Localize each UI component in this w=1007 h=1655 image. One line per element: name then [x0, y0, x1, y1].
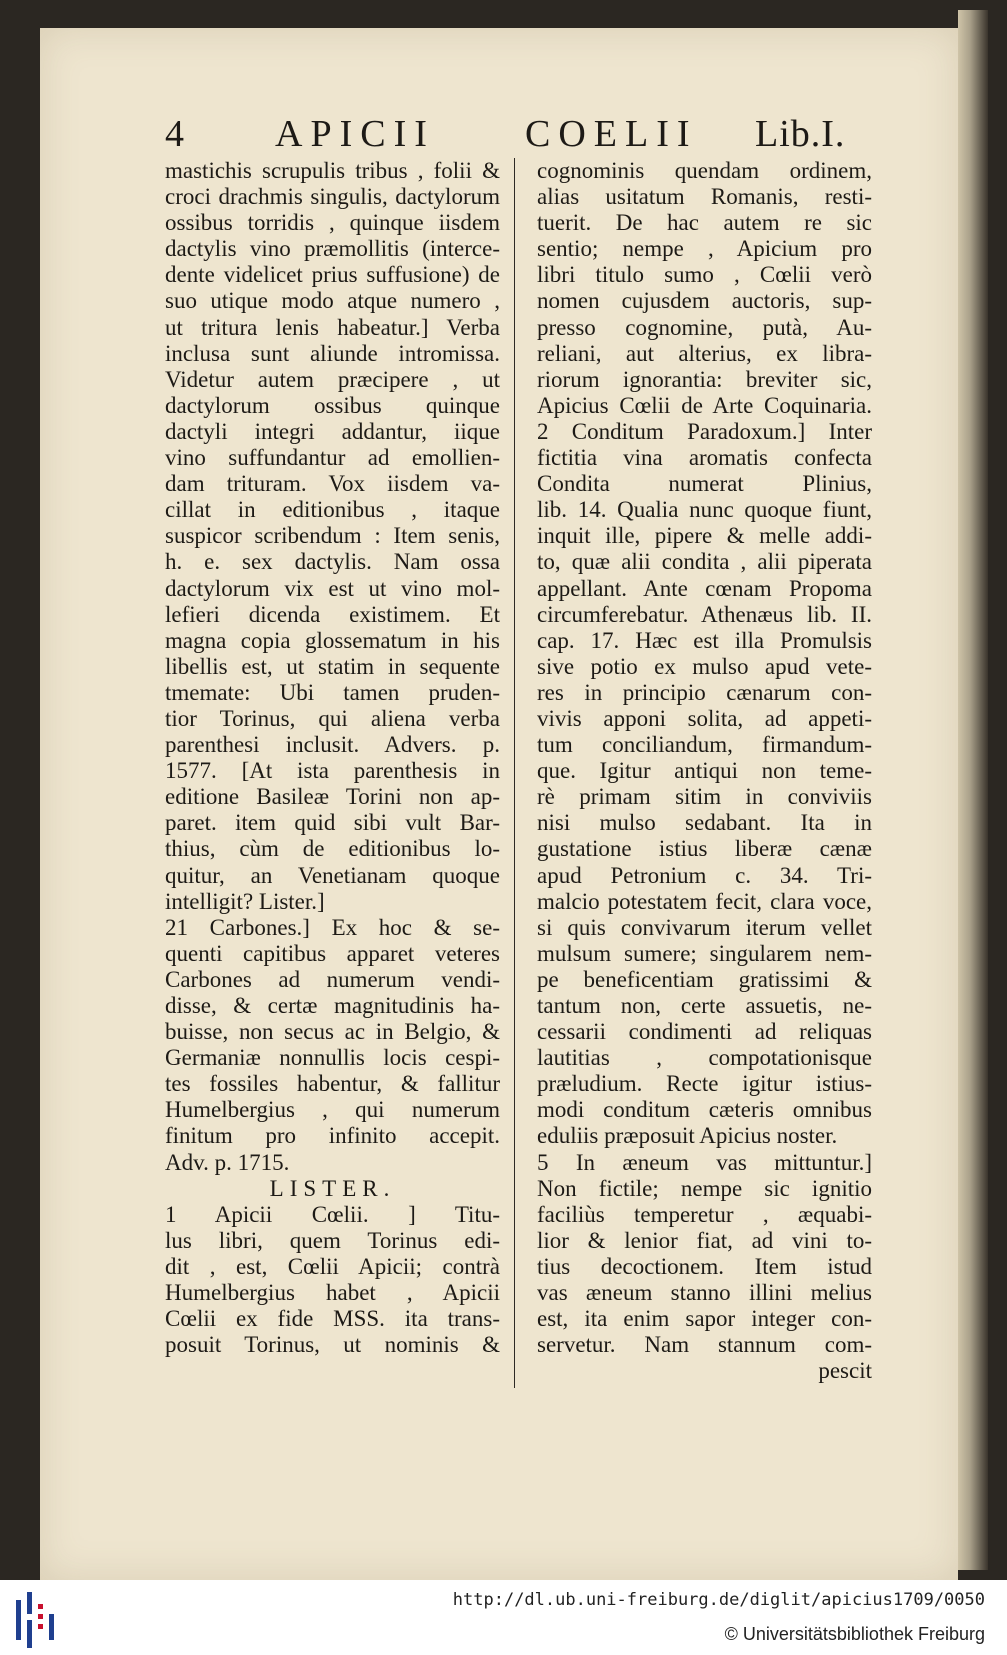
header-title-apicii: APICII [275, 113, 435, 155]
text-line: magna copia glossematum in his [165, 627, 500, 653]
text-line: pescit [818, 1358, 872, 1384]
column-divider [514, 158, 515, 1388]
text-line: 1577. [At ista parenthesis in [165, 758, 500, 784]
text-line: 5 In æneum vas mittuntur.] [537, 1149, 872, 1175]
text-line: parenthesi inclusit. Advers. p. [165, 732, 500, 758]
text-line: tantum non, certe assuetis, ne- [537, 993, 872, 1018]
text-line: lefieri dicenda existimem. Et [165, 601, 500, 627]
text-line: dit , est, Cœlii Apicii; contrà [165, 1253, 500, 1279]
text-line: 1 Apicii Cœlii. ] Titu- [165, 1201, 500, 1227]
running-header [165, 112, 905, 162]
text-line: Non fictile; nempe sic ignitio [537, 1175, 872, 1201]
text-line: nomen cujusdem auctoris, sup- [537, 288, 872, 314]
text-line: cessarii condimenti ad reliquas [537, 1019, 872, 1045]
text-line: posuit Torinus, ut nominis & [165, 1332, 500, 1358]
text-line: dente videlicet prius suffusione) de [165, 262, 500, 288]
text-line: circumferebatur. Athenæus lib. II. [537, 601, 872, 627]
text-line: si quis convivarum iterum vellet [537, 914, 872, 940]
text-line: rè primam sitim in conviviis [537, 784, 872, 810]
text-line: modi conditum cæteris omnibus [537, 1097, 872, 1123]
text-line: præludium. Recte igitur istius- [537, 1071, 872, 1097]
text-line: nisi mulso sedabant. Ita in [537, 810, 872, 836]
text-line: cognominis quendam ordinem, [537, 158, 872, 183]
text-line: Germaniæ nonnullis locis cespi- [165, 1045, 500, 1071]
text-line: Cœlii ex fide MSS. ita trans- [165, 1306, 500, 1332]
text-line: vino suffundantur ad emollien- [165, 445, 500, 471]
text-line: editione Basileæ Torini non ap- [165, 784, 500, 810]
text-line: tum conciliandum, firmandum- [537, 732, 872, 758]
text-line: sive potio ex mulso apud vete- [537, 653, 872, 679]
text-line: Carbones ad numerum vendi- [165, 966, 500, 992]
text-line: dam trituram. Vox iisdem va- [165, 471, 500, 497]
text-line: ossibus torridis , quinque iisdem [165, 210, 500, 236]
text-line: 2 Conditum Paradoxum.] Inter [537, 418, 872, 444]
text-line: croci drachmis singulis, dactylorum [165, 184, 500, 210]
text-line: Condita numerat Plinius, [537, 471, 872, 497]
text-line: Humelbergius habet , Apicii [165, 1280, 500, 1306]
text-line: eduliis præposuit Apicius noster. [537, 1123, 838, 1149]
text-line: tes fossiles habentur, & fallitur [165, 1071, 500, 1097]
text-line: lus libri, quem Torinus edi- [165, 1227, 500, 1253]
text-line: malcio potestatem fecit, clara voce, [537, 888, 872, 914]
text-line: Apicius Cœlii de Arte Coquinaria. [537, 392, 872, 418]
next-page-edge [958, 10, 988, 1570]
header-title-coelii: COELII [525, 113, 698, 155]
text-line: finitum pro infinito accepit. [165, 1123, 500, 1149]
header-book: Lib.I. [755, 113, 846, 155]
text-line: tmemate: Ubi tamen pruden- [165, 679, 500, 705]
text-line: paret. item quid sibi vult Bar- [165, 810, 500, 836]
text-line: servetur. Nam stannum com- [537, 1332, 872, 1358]
text-line: Videtur autem præcipere , ut [165, 366, 500, 392]
text-line: quitur, an Venetianam quoque [165, 862, 500, 888]
text-line: h. e. sex dactylis. Nam ossa [165, 549, 500, 575]
text-line: inquit ille, pipere & melle addi- [537, 523, 872, 549]
text-line: riorum ignorantia: breviter sic, [537, 366, 872, 392]
page-number: 4 [165, 113, 192, 155]
text-line: buisse, non secus ac in Belgio, & [165, 1019, 500, 1045]
text-line: libri titulo sumo , Cœlii verò [537, 262, 872, 288]
text-line: tior Torinus, qui aliena verba [165, 705, 500, 731]
copyright-notice: © Universitätsbibliothek Freiburg [724, 1624, 985, 1644]
text-line: fictitia vina aromatis confecta [537, 445, 872, 471]
text-line: lautitias , compotationisque [537, 1045, 872, 1071]
text-line: 21 Carbones.] Ex hoc & se- [165, 914, 500, 940]
text-line: tuerit. De hac autem re sic [537, 210, 872, 236]
footer-bar [0, 1580, 1007, 1655]
text-line: gustatione istius liberæ cænæ [537, 836, 872, 862]
text-line: appellant. Ante cœnam Propoma [537, 575, 872, 601]
left-column [165, 158, 500, 1358]
permalink-url[interactable]: http://dl.ub.uni-freiburg.de/diglit/apicius1709/0050 [452, 1590, 985, 1610]
text-line: dactyli integri addantur, iique [165, 418, 500, 444]
text-line: pe beneficentiam gratissimi & [537, 966, 872, 992]
text-line: LISTER. [269, 1175, 396, 1201]
text-line: mastichis scrupulis tribus , folii & [165, 158, 500, 183]
right-column [537, 158, 872, 1384]
text-line: dactylorum vix est ut vino mol- [165, 575, 500, 601]
text-line: quenti capitibus apparet veteres [165, 940, 500, 966]
text-line: est, ita enim sapor integer con- [537, 1306, 872, 1332]
text-line: inclusa sunt aliunde intromissa. [165, 340, 500, 366]
text-line: cap. 17. Hæc est illa Promulsis [537, 627, 872, 653]
text-line: libellis est, ut statim in sequente [165, 653, 500, 679]
text-line: suspicor scribendum : Item senis, [165, 523, 500, 549]
text-line: dactylorum ossibus quinque [165, 392, 500, 418]
text-line: ut tritura lenis habeatur.] Verba [165, 314, 500, 340]
text-line: vivis apponi solita, ad appeti- [537, 705, 872, 731]
text-line: Humelbergius , qui numerum [165, 1097, 500, 1123]
text-line: Adv. p. 1715. [165, 1149, 290, 1175]
text-line: alias usitatum Romanis, resti- [537, 184, 872, 210]
university-library-logo-icon [10, 1590, 70, 1650]
text-line: cillat in editionibus , itaque [165, 497, 500, 523]
text-line: sentio; nempe , Apicium pro [537, 236, 872, 262]
text-line: vas æneum stanno illini melius [537, 1280, 872, 1306]
text-line: res in principio cænarum con- [537, 679, 872, 705]
text-line: que. Igitur antiqui non teme- [537, 758, 872, 784]
text-line: lib. 14. Qualia nunc quoque fiunt, [537, 497, 872, 523]
text-line: mulsum sumere; singularem nem- [537, 940, 872, 966]
text-line: reliani, aut alterius, ex libra- [537, 340, 872, 366]
text-line: to, quæ alii condita , alii piperata [537, 549, 872, 575]
text-line: disse, & certæ magnitudinis ha- [165, 993, 500, 1018]
text-line: intelligit? Lister.] [165, 888, 325, 914]
text-line: suo utique modo atque numero , [165, 288, 500, 314]
text-line: tius decoctionem. Item istud [537, 1253, 872, 1279]
text-line: faciliùs temperetur , æquabi- [537, 1201, 872, 1227]
text-line: apud Petronium c. 34. Tri- [537, 862, 872, 888]
text-line: thius, cùm de editionibus lo- [165, 836, 500, 862]
text-line: lior & lenior fiat, ad vini to- [537, 1227, 872, 1253]
text-line: dactylis vino præmollitis (interce- [165, 236, 500, 262]
text-line: presso cognomine, putà, Au- [537, 314, 872, 340]
